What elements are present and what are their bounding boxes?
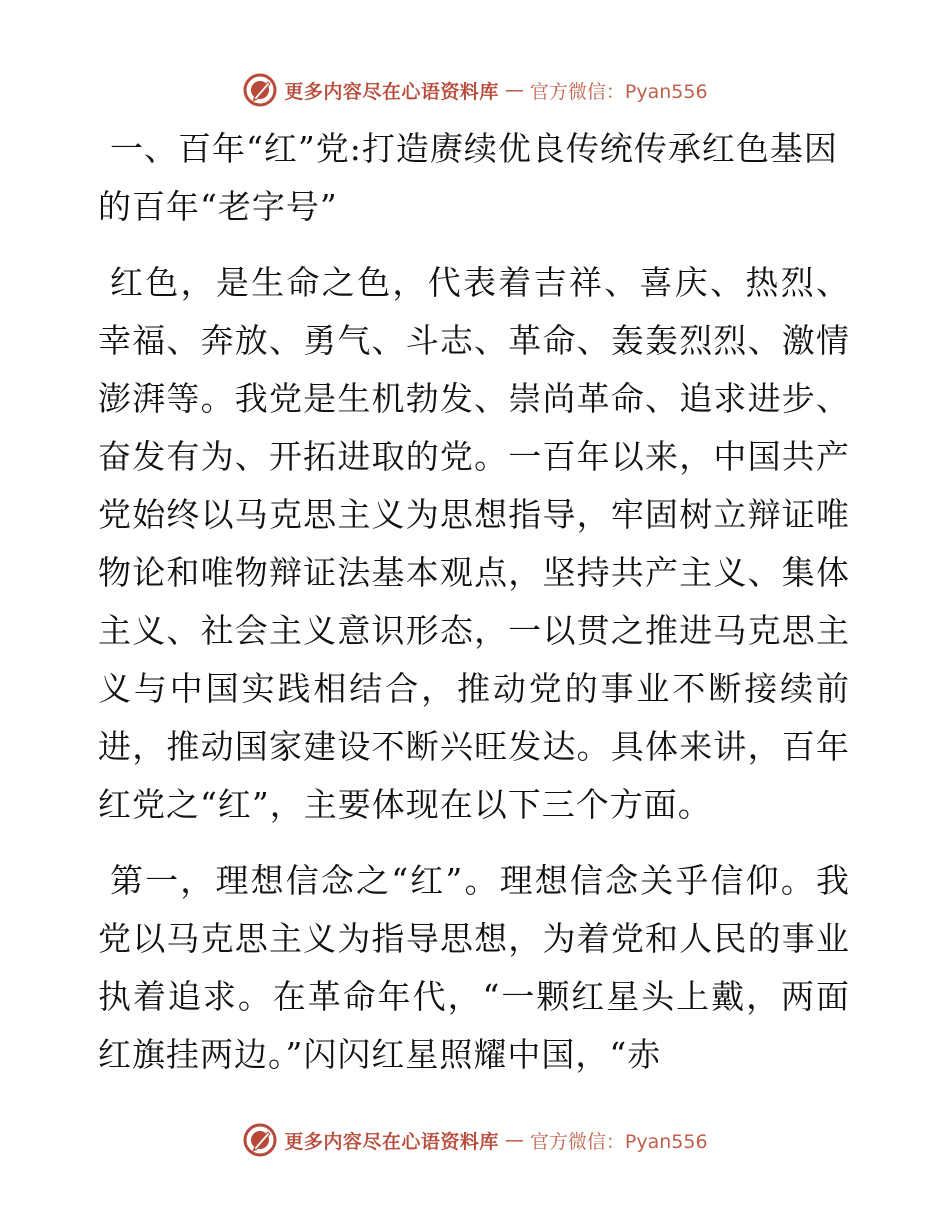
document-body	[98, 120, 850, 1102]
watermark-separator: —	[504, 1129, 524, 1151]
paragraph-2: 第一，理想信念之“红”。理想信念关乎信仰。我党以马克思主义为指导思想，为着党和人民的事业执着追求。在革命年代，“一颗红星头上戴，两面红旗挂两边。”闪闪红星照耀中国，“赤	[98, 861, 850, 1074]
pen-logo-icon	[242, 1122, 278, 1158]
watermark-site-text: 更多内容尽在心语资料库	[284, 80, 499, 103]
watermark-site-text: 更多内容尽在心语资料库	[284, 1130, 499, 1153]
watermark-account-text: 官方微信：Pyan556	[529, 80, 708, 103]
paragraph-1: 红色，是生命之色，代表着吉祥、喜庆、热烈、幸福、奔放、勇气、斗志、革命、轰轰烈烈、激情澎湃等。我党是生机勃发、崇尚革命、追求进步、奋发有为、开拓进取的党。一百年以来，中国共产党始终以马克思主义为思想指导，牢固树立辩证唯物论和唯物辩证法基本观点，坚持共产主义、集体主义、社会主义意识形态，一以贯之推进马克思主义与中国实践相结合，推动党的事业不断接续前进，推动国家建设不断兴旺发达。具体来讲，百年红党之“红”，主要体现在以下三个方面。	[98, 263, 850, 824]
header-watermark	[0, 70, 950, 110]
section-heading: 一、百年“红”党:打造赓续优良传统传承红色基因的百年“老字号”	[98, 129, 838, 226]
pen-logo-icon	[242, 72, 278, 108]
watermark-account-text: 官方微信：Pyan556	[529, 1130, 708, 1153]
watermark-separator: —	[504, 79, 524, 101]
footer-watermark	[0, 1120, 950, 1160]
